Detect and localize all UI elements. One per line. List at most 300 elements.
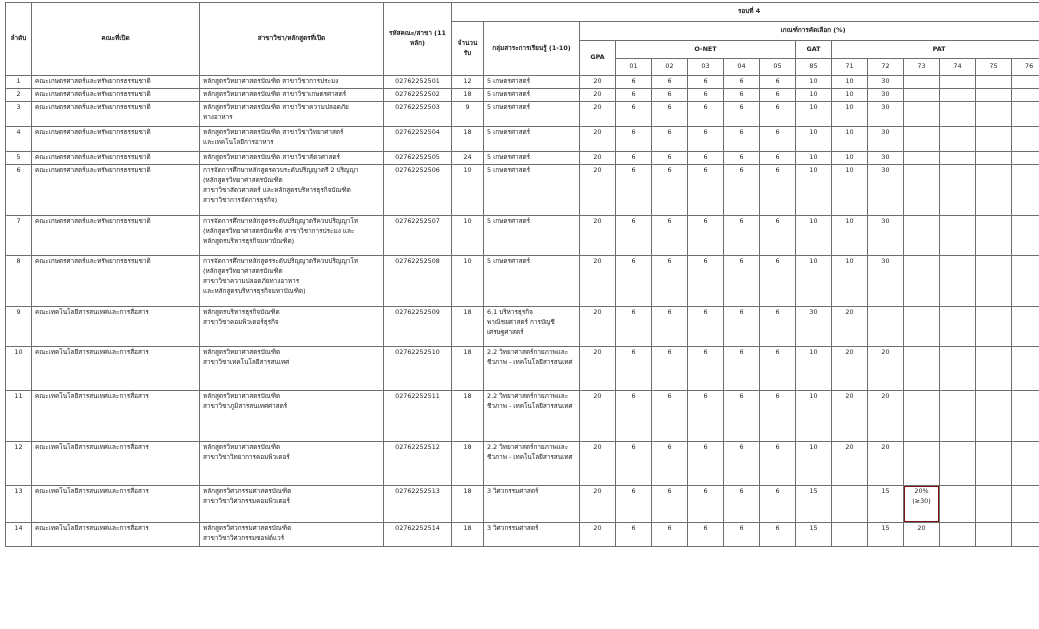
row-program: การจัดการศึกษาหลักสูตรระดับปริญญาตรีควบปริญญาโท (หลักสูตรวิทยาศาสตรบัณฑิต สาขาวิชาการประมง และ หลักสูตรบริหารธุรกิจมหาบัณฑิต)	[200, 216, 384, 256]
row-score: 6	[760, 391, 796, 442]
row-score	[976, 347, 1012, 391]
row-score: 10	[832, 165, 868, 216]
row-score	[904, 347, 940, 391]
row-score: 6	[724, 216, 760, 256]
header-pat: PAT	[832, 41, 1039, 59]
row-score: 6	[652, 256, 688, 307]
row-score	[1012, 152, 1039, 165]
header-subject-05: 05	[760, 59, 796, 76]
row-score	[1012, 102, 1039, 127]
row-faculty: คณะเกษตรศาสตร์และทรัพยากรธรรมชาติ	[32, 256, 200, 307]
row-score	[904, 165, 940, 216]
row-score: 20	[580, 89, 616, 102]
row-score: 6	[616, 127, 652, 152]
row-score	[904, 307, 940, 347]
header-faculty: คณะที่เปิด	[32, 3, 200, 76]
header-criteria: เกณฑ์การคัดเลือก (%)	[580, 22, 1039, 41]
table-row	[6, 307, 1039, 347]
row-score: 20	[580, 523, 616, 547]
row-quota: 9	[452, 102, 484, 127]
row-score: 20	[832, 347, 868, 391]
header-onet: O-NET	[616, 41, 796, 59]
header-round: รอบที่ 4	[452, 3, 1039, 22]
header-subject-02: 02	[652, 59, 688, 76]
row-score: 20	[904, 523, 940, 547]
row-score: 6	[616, 523, 652, 547]
table-row	[6, 76, 1039, 89]
row-order: 6	[6, 165, 32, 216]
row-score: 6	[760, 152, 796, 165]
row-score: 6	[652, 165, 688, 216]
row-score: 6	[688, 216, 724, 256]
row-score: 10	[832, 216, 868, 256]
row-score: 6	[616, 486, 652, 523]
row-score	[832, 523, 868, 547]
row-score	[940, 216, 976, 256]
row-score: 20	[832, 391, 868, 442]
row-score: 30	[796, 307, 832, 347]
row-score: 6	[724, 442, 760, 486]
row-code: 02762252506	[384, 165, 452, 216]
row-score	[940, 89, 976, 102]
row-score: 6	[652, 102, 688, 127]
row-score: 20	[580, 486, 616, 523]
row-score	[976, 76, 1012, 89]
row-score: 20	[580, 442, 616, 486]
row-score	[1012, 442, 1039, 486]
row-score	[976, 89, 1012, 102]
row-score: 6	[652, 76, 688, 89]
row-order: 4	[6, 127, 32, 152]
row-order: 13	[6, 486, 32, 523]
row-faculty: คณะเกษตรศาสตร์และทรัพยากรธรรมชาติ	[32, 152, 200, 165]
row-score: 20	[580, 102, 616, 127]
row-faculty: คณะเทคโนโลยีสารสนเทศและการสื่อสาร	[32, 523, 200, 547]
row-score	[1012, 391, 1039, 442]
row-score: 15	[796, 486, 832, 523]
row-score: 20	[580, 307, 616, 347]
row-score	[1012, 127, 1039, 152]
row-score	[1012, 523, 1039, 547]
row-group: 5 เกษตรศาสตร์	[484, 216, 580, 256]
header-quota: จำนวนรับ	[452, 22, 484, 76]
row-order: 10	[6, 347, 32, 391]
header-subject-04: 04	[724, 59, 760, 76]
row-quota: 18	[452, 442, 484, 486]
row-quota: 18	[452, 523, 484, 547]
row-score	[976, 165, 1012, 216]
row-score: 15	[868, 523, 904, 547]
table-row	[6, 165, 1039, 216]
row-score: 6	[760, 102, 796, 127]
row-faculty: คณะเทคโนโลยีสารสนเทศและการสื่อสาร	[32, 307, 200, 347]
row-score: 10	[832, 152, 868, 165]
table-header	[6, 3, 1039, 76]
header-gat: GAT	[796, 41, 832, 59]
row-score: 6	[688, 256, 724, 307]
row-group: 2.2 วิทยาศาสตร์กายภาพและ ชีวภาพ - เทคโนโลยีสารสนเทศ	[484, 347, 580, 391]
table-row	[6, 152, 1039, 165]
row-score: 30	[868, 102, 904, 127]
row-score: 20	[580, 216, 616, 256]
row-score: 10	[796, 152, 832, 165]
row-score: 6	[616, 152, 652, 165]
row-score: 6	[616, 89, 652, 102]
row-score: 30	[868, 216, 904, 256]
row-code: 02762252503	[384, 102, 452, 127]
row-program: การจัดการศึกษาหลักสูตรควบระดับปริญญาตรี 2 ปริญญา (หลักสูตรวิทยาศาสตรบัณฑิต สาขาวิชาสัตวศาสตร์ และหลักสูตรบริหารธุรกิจบัณฑิต สาขาวิชาการจัดการธุรกิจ)	[200, 165, 384, 216]
row-order: 12	[6, 442, 32, 486]
row-faculty: คณะเทคโนโลยีสารสนเทศและการสื่อสาร	[32, 486, 200, 523]
row-score: 30	[868, 127, 904, 152]
header-gpa: GPA	[580, 41, 616, 76]
row-order: 9	[6, 307, 32, 347]
row-score: 6	[760, 442, 796, 486]
row-order: 5	[6, 152, 32, 165]
row-score: 30	[868, 76, 904, 89]
row-group: 5 เกษตรศาสตร์	[484, 102, 580, 127]
row-score	[1012, 486, 1039, 523]
row-group: 5 เกษตรศาสตร์	[484, 89, 580, 102]
row-score: 30	[868, 89, 904, 102]
row-quota: 18	[452, 307, 484, 347]
row-score	[904, 76, 940, 89]
row-code: 02762252510	[384, 347, 452, 391]
row-score: 20	[580, 152, 616, 165]
row-score	[868, 307, 904, 347]
row-score	[976, 152, 1012, 165]
row-faculty: คณะเกษตรศาสตร์และทรัพยากรธรรมชาติ	[32, 76, 200, 89]
row-group: 5 เกษตรศาสตร์	[484, 256, 580, 307]
row-score: 20	[580, 256, 616, 307]
row-score: 6	[688, 442, 724, 486]
row-faculty: คณะเทคโนโลยีสารสนเทศและการสื่อสาร	[32, 391, 200, 442]
row-score	[976, 391, 1012, 442]
admission-criteria-table	[5, 2, 1039, 547]
header-subject-74: 74	[940, 59, 976, 76]
header-subject-73: 73	[904, 59, 940, 76]
row-faculty: คณะเทคโนโลยีสารสนเทศและการสื่อสาร	[32, 442, 200, 486]
row-quota: 18	[452, 127, 484, 152]
row-score	[904, 89, 940, 102]
row-score: 6	[652, 127, 688, 152]
row-score: 6	[688, 89, 724, 102]
row-score: 6	[724, 486, 760, 523]
row-score	[904, 216, 940, 256]
row-score	[1012, 307, 1039, 347]
row-score: 15	[796, 523, 832, 547]
row-quota: 10	[452, 256, 484, 307]
header-group: กลุ่มสาระการเรียนรู้ (1-10)	[484, 22, 580, 76]
row-group: 5 เกษตรศาสตร์	[484, 165, 580, 216]
row-score: 10	[796, 256, 832, 307]
row-score: 6	[760, 216, 796, 256]
row-order: 7	[6, 216, 32, 256]
header-subject-01: 01	[616, 59, 652, 76]
table-row	[6, 391, 1039, 442]
row-score: 20	[868, 347, 904, 391]
row-code: 02762252501	[384, 76, 452, 89]
row-score	[940, 256, 976, 307]
row-score: 20	[580, 391, 616, 442]
row-score	[904, 256, 940, 307]
row-code: 02762252509	[384, 307, 452, 347]
row-program: หลักสูตรวิศวกรรมศาสตรบัณฑิต สาขาวิชาวิศวกรรมคอมพิวเตอร์	[200, 486, 384, 523]
row-score	[904, 391, 940, 442]
row-program: หลักสูตรวิทยาศาสตรบัณฑิต สาขาวิชาเทคโนโลยีสารสนเทศ	[200, 347, 384, 391]
row-faculty: คณะเกษตรศาสตร์และทรัพยากรธรรมชาติ	[32, 165, 200, 216]
row-group: 2.2 วิทยาศาสตร์กายภาพและ ชีวภาพ - เทคโนโลยีสารสนเทศ	[484, 391, 580, 442]
header-code: รหัสคณะ/สาขา (11 หลัก)	[384, 3, 452, 76]
row-score	[1012, 347, 1039, 391]
row-score: 6	[652, 442, 688, 486]
row-group: 2.2 วิทยาศาสตร์กายภาพและ ชีวภาพ - เทคโนโลยีสารสนเทศ	[484, 442, 580, 486]
row-faculty: คณะเกษตรศาสตร์และทรัพยากรธรรมชาติ	[32, 127, 200, 152]
row-program: หลักสูตรวิศวกรรมศาสตรบัณฑิต สาขาวิชาวิศวกรรมซอฟต์แวร์	[200, 523, 384, 547]
row-score: 6	[652, 152, 688, 165]
row-quota: 10	[452, 165, 484, 216]
row-score	[1012, 216, 1039, 256]
table-row	[6, 486, 1039, 523]
row-program: หลักสูตรวิทยาศาสตรบัณฑิต สาขาวิชาวิทยาศาสตร์ และเทคโนโลยีการอาหาร	[200, 127, 384, 152]
row-program: หลักสูตรวิทยาศาสตรบัณฑิต สาขาวิชาวิทยาการคอมพิวเตอร์	[200, 442, 384, 486]
row-score: 6	[616, 307, 652, 347]
row-order: 3	[6, 102, 32, 127]
row-score	[940, 523, 976, 547]
row-score	[940, 391, 976, 442]
row-code: 02762252505	[384, 152, 452, 165]
row-score: 6	[760, 523, 796, 547]
row-score: 6	[724, 391, 760, 442]
row-score: 10	[796, 347, 832, 391]
row-code: 02762252512	[384, 442, 452, 486]
row-score	[940, 442, 976, 486]
row-group: 3 วิศวกรรมศาสตร์	[484, 486, 580, 523]
header-subject-76: 76	[1012, 59, 1039, 76]
row-faculty: คณะเกษตรศาสตร์และทรัพยากรธรรมชาติ	[32, 216, 200, 256]
row-score: 10	[796, 76, 832, 89]
row-quota: 18	[452, 347, 484, 391]
row-score: 6	[616, 442, 652, 486]
header-order: ลำดับ	[6, 3, 32, 76]
row-group: 5 เกษตรศาสตร์	[484, 127, 580, 152]
table-row	[6, 89, 1039, 102]
row-group: 6.1 บริหารธุรกิจ พาณิชยศาสตร์ การบัญชี เศรษฐศาสตร์	[484, 307, 580, 347]
header-subject-85: 85	[796, 59, 832, 76]
row-score: 6	[652, 391, 688, 442]
row-score: 10	[796, 165, 832, 216]
row-score: 6	[724, 165, 760, 216]
header-subject-03: 03	[688, 59, 724, 76]
header-subject-71: 71	[832, 59, 868, 76]
row-program: หลักสูตรวิทยาศาสตรบัณฑิต สาขาวิชาเกษตรศาสตร์	[200, 89, 384, 102]
row-score	[976, 127, 1012, 152]
row-score: 20	[868, 391, 904, 442]
row-score: 6	[724, 76, 760, 89]
row-score	[1012, 89, 1039, 102]
row-score: 6	[724, 347, 760, 391]
row-faculty: คณะเกษตรศาสตร์และทรัพยากรธรรมชาติ	[32, 102, 200, 127]
table-row	[6, 216, 1039, 256]
row-score: 6	[652, 89, 688, 102]
row-score: 6	[652, 307, 688, 347]
row-score: 6	[724, 256, 760, 307]
row-score: 20	[580, 165, 616, 216]
table-row	[6, 127, 1039, 152]
row-code: 02762252514	[384, 523, 452, 547]
row-score: 10	[796, 216, 832, 256]
row-score: 6	[688, 347, 724, 391]
row-code: 02762252507	[384, 216, 452, 256]
row-score: 6	[616, 216, 652, 256]
row-code: 02762252508	[384, 256, 452, 307]
row-score: 6	[688, 523, 724, 547]
row-score: 6	[724, 102, 760, 127]
row-code: 02762252513	[384, 486, 452, 523]
row-quota: 18	[452, 486, 484, 523]
header-program: สาขาวิชา/หลักสูตรที่เปิด	[200, 3, 384, 76]
row-score: 6	[688, 76, 724, 89]
row-score: 10	[796, 127, 832, 152]
row-score: 30	[868, 165, 904, 216]
row-order: 11	[6, 391, 32, 442]
row-quota: 18	[452, 89, 484, 102]
row-order: 2	[6, 89, 32, 102]
row-score	[976, 523, 1012, 547]
row-score	[940, 347, 976, 391]
row-score	[1012, 76, 1039, 89]
row-code: 02762252504	[384, 127, 452, 152]
table-row	[6, 347, 1039, 391]
row-score: 6	[724, 89, 760, 102]
row-score: 6	[616, 165, 652, 216]
table-row	[6, 256, 1039, 307]
row-score	[832, 486, 868, 523]
header-subject-72: 72	[868, 59, 904, 76]
row-score: 6	[652, 216, 688, 256]
row-code: 02762252511	[384, 391, 452, 442]
row-score: 6	[688, 165, 724, 216]
row-score: 6	[724, 307, 760, 347]
row-faculty: คณะเทคโนโลยีสารสนเทศและการสื่อสาร	[32, 347, 200, 391]
row-score	[904, 442, 940, 486]
row-score: 6	[688, 152, 724, 165]
row-score	[904, 152, 940, 165]
row-score: 10	[832, 256, 868, 307]
row-score	[940, 307, 976, 347]
row-score: 6	[616, 256, 652, 307]
row-score: 6	[652, 523, 688, 547]
row-score: 6	[688, 391, 724, 442]
table-body	[6, 76, 1039, 547]
row-score: 10	[796, 442, 832, 486]
row-score: 10	[796, 89, 832, 102]
table-row	[6, 442, 1039, 486]
row-score: 10	[832, 102, 868, 127]
header-subject-75: 75	[976, 59, 1012, 76]
row-order: 1	[6, 76, 32, 89]
row-score	[976, 307, 1012, 347]
row-score: 10	[832, 89, 868, 102]
row-quota: 10	[452, 216, 484, 256]
row-score: 6	[760, 165, 796, 216]
row-group: 5 เกษตรศาสตร์	[484, 152, 580, 165]
row-score: 6	[760, 76, 796, 89]
row-score: 6	[616, 102, 652, 127]
row-score	[940, 127, 976, 152]
row-score: 6	[724, 127, 760, 152]
row-score	[940, 486, 976, 523]
row-score: 15	[868, 486, 904, 523]
row-score	[976, 442, 1012, 486]
row-program: การจัดการศึกษาหลักสูตรระดับปริญญาตรีควบปริญญาโท (หลักสูตรวิทยาศาสตรบัณฑิต สาขาวิชาความปลอดภัยทางอาหาร และหลักสูตรบริหารธุรกิจมหาบัณฑิต)	[200, 256, 384, 307]
row-code: 02762252502	[384, 89, 452, 102]
row-score	[940, 76, 976, 89]
highlighted-score-value: 20% (≥30)	[912, 487, 931, 505]
row-score: 10	[832, 76, 868, 89]
row-score	[904, 102, 940, 127]
row-score	[976, 486, 1012, 523]
row-score	[1012, 256, 1039, 307]
row-order: 14	[6, 523, 32, 547]
row-score: 6	[616, 391, 652, 442]
row-program: หลักสูตรบริหารธุรกิจบัณฑิต สาขาวิชาคอมพิวเตอร์ธุรกิจ	[200, 307, 384, 347]
row-group: 5 เกษตรศาสตร์	[484, 76, 580, 89]
row-program: หลักสูตรวิทยาศาสตรบัณฑิต สาขาวิชาความปลอดภัย ทางอาหาร	[200, 102, 384, 127]
row-score	[1012, 165, 1039, 216]
row-score: 6	[760, 89, 796, 102]
row-score: 6	[724, 152, 760, 165]
row-score: 6	[616, 347, 652, 391]
row-quota: 12	[452, 76, 484, 89]
row-score: 6	[616, 76, 652, 89]
table-row	[6, 523, 1039, 547]
row-score: 20	[580, 127, 616, 152]
row-score: 20	[580, 76, 616, 89]
row-group: 3 วิศวกรรมศาสตร์	[484, 523, 580, 547]
row-program: หลักสูตรวิทยาศาสตรบัณฑิต สาขาวิชาการประมง	[200, 76, 384, 89]
row-score	[904, 127, 940, 152]
row-score	[940, 152, 976, 165]
row-score	[976, 256, 1012, 307]
row-score: 6	[760, 127, 796, 152]
row-score: 20	[580, 347, 616, 391]
row-order: 8	[6, 256, 32, 307]
row-score: 20	[832, 307, 868, 347]
row-score: 6	[760, 486, 796, 523]
row-score: 6	[688, 486, 724, 523]
row-score: 10	[796, 391, 832, 442]
row-score	[976, 102, 1012, 127]
row-score	[940, 102, 976, 127]
table-row	[6, 102, 1039, 127]
row-quota: 18	[452, 391, 484, 442]
row-score: 6	[760, 256, 796, 307]
row-program: หลักสูตรวิทยาศาสตรบัณฑิต สาขาวิชาภูมิสารสนเทศศาสตร์	[200, 391, 384, 442]
row-score: 20	[832, 442, 868, 486]
row-score: 6	[652, 347, 688, 391]
row-score: 6	[724, 523, 760, 547]
row-score: 30	[868, 256, 904, 307]
row-score: 20	[868, 442, 904, 486]
row-score: 6	[688, 102, 724, 127]
highlighted-score-cell	[904, 486, 940, 523]
row-score	[940, 165, 976, 216]
row-faculty: คณะเกษตรศาสตร์และทรัพยากรธรรมชาติ	[32, 89, 200, 102]
row-score: 30	[868, 152, 904, 165]
row-score: 6	[688, 307, 724, 347]
row-score: 10	[796, 102, 832, 127]
